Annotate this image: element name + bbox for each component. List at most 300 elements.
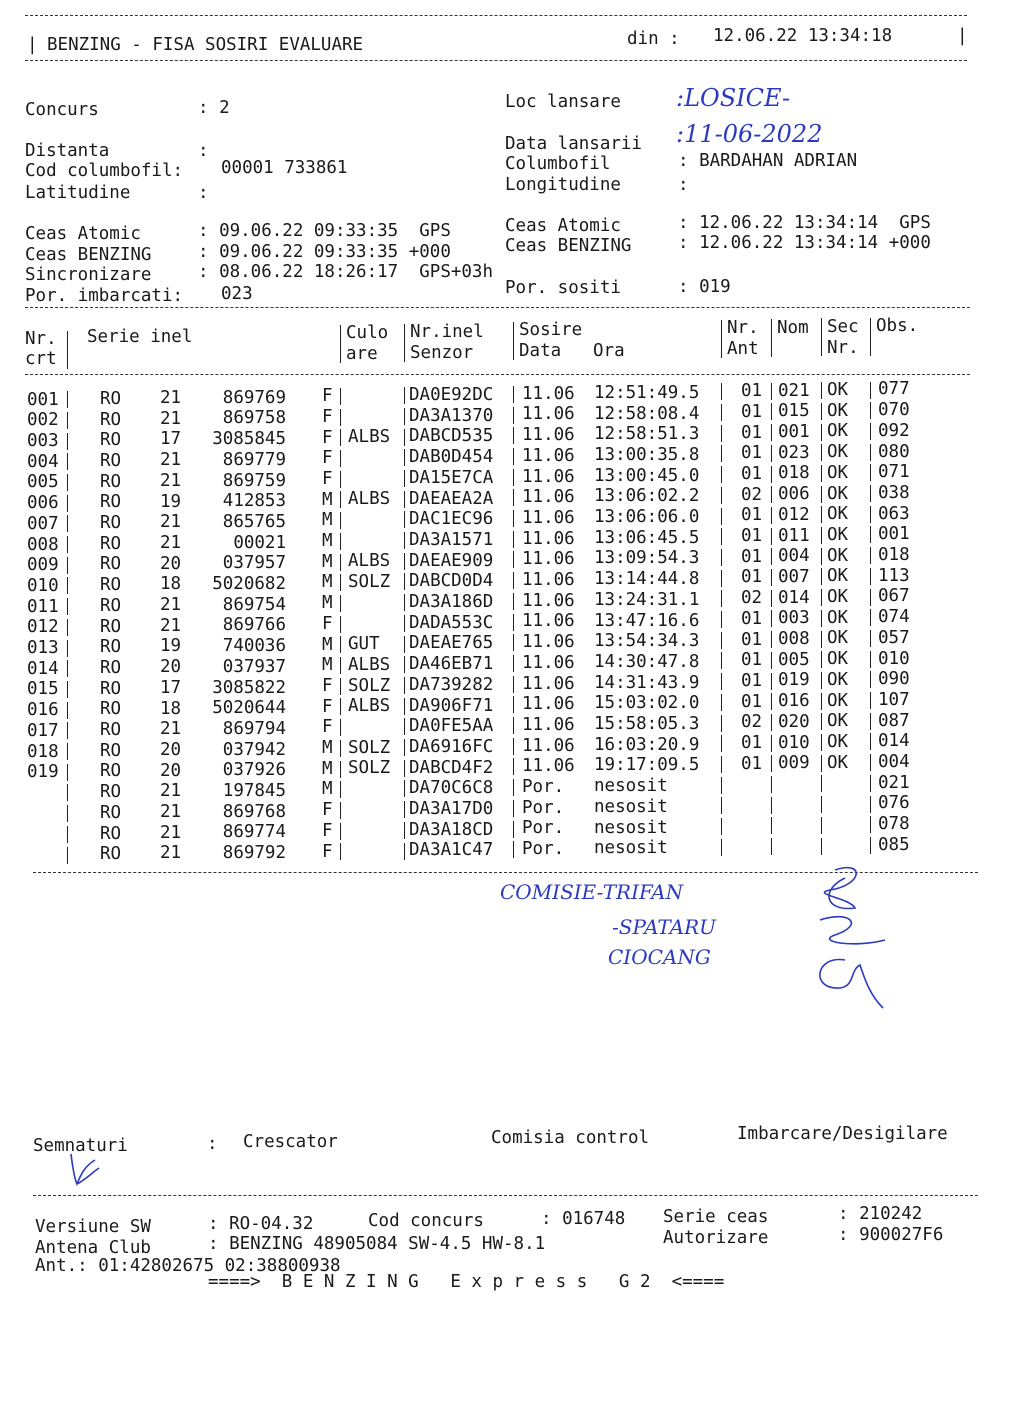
cell-sex: M: [322, 551, 333, 572]
ceas-atomic-left-label: Ceas Atomic: [25, 224, 141, 244]
cell-sex: F: [322, 800, 333, 821]
col-nrinel-label: Nr.inel: [410, 322, 484, 342]
cell-ora: 13:47:16.6: [594, 610, 700, 631]
cell-nr: 016: [27, 700, 59, 721]
cell-divider: [513, 469, 514, 486]
cell-inel: 3085822: [212, 677, 286, 698]
cell-divider: [821, 568, 822, 585]
cell-inel: 869794: [222, 718, 286, 739]
cell-divider: [721, 632, 722, 649]
cell-divider: [67, 619, 68, 636]
cell-divider: [340, 781, 341, 798]
cell-nr: 019: [27, 762, 59, 783]
cell-tara: RO: [100, 513, 122, 533]
cell-senzor: DAC1EC96: [409, 509, 494, 530]
page-title: BENZING - FISA SOSIRI EVALUARE: [47, 35, 364, 55]
imbarcare-label: Imbarcare/Desigilare: [737, 1124, 948, 1144]
cell-ora: 13:00:45.0: [594, 465, 700, 486]
cell-divider: [340, 409, 341, 426]
cell-data: 11.06: [522, 466, 575, 487]
cell-ora: 15:58:05.3: [594, 714, 700, 735]
cell-obs: 070: [878, 400, 910, 421]
cell-divider: [67, 433, 68, 450]
cell-sex: M: [322, 489, 333, 510]
cell-divider: [67, 412, 68, 429]
hdr-bar: [513, 322, 514, 360]
cell-divider: [404, 408, 405, 425]
cell-an: 20: [160, 657, 182, 678]
cell-tara: RO: [100, 782, 122, 803]
cell-ora: 13:14:44.8: [594, 569, 700, 590]
cell-data: 11.06: [522, 425, 575, 446]
cell-divider: [404, 511, 405, 528]
cell-divider: [870, 754, 871, 771]
cell-culoare: ALBS: [348, 489, 391, 510]
cell-data: Por.: [522, 839, 565, 860]
cell-sex: M: [322, 655, 333, 676]
cell-ant: 01: [741, 422, 763, 443]
cell-divider: [870, 651, 871, 668]
cell-ant: 01: [741, 608, 763, 629]
cell-tara: RO: [100, 802, 122, 823]
col-secnr-label: Nr.: [827, 338, 859, 358]
cell-divider: [870, 568, 871, 585]
cell-inel: 865765: [222, 511, 286, 532]
cell-nom: 008: [778, 629, 810, 650]
cell-data: 11.06: [522, 404, 575, 425]
cell-obs: 063: [878, 503, 910, 524]
autorizare-label: Autorizare: [663, 1228, 769, 1248]
hdr-bar: [404, 324, 405, 362]
cell-culoare: ALBS: [348, 551, 391, 572]
cell-sec: OK: [827, 690, 849, 711]
cell-tara: RO: [100, 699, 122, 720]
cell-divider: [513, 427, 514, 444]
cell-sex: M: [322, 634, 333, 655]
cell-data: Por.: [522, 777, 565, 798]
cell-divider: [771, 610, 772, 627]
cell-an: 17: [160, 677, 182, 698]
cell-tara: RO: [100, 657, 122, 678]
cell-divider: [404, 780, 405, 797]
cell-divider: [870, 733, 871, 750]
cell-ant: 02: [741, 588, 763, 609]
cell-divider: [771, 445, 772, 462]
cell-divider: [821, 817, 822, 834]
cell-divider: [404, 594, 405, 611]
cell-divider: [404, 801, 405, 818]
cell-divider: [870, 506, 871, 523]
cell-sex: F: [322, 841, 333, 862]
cell-an: 21: [160, 595, 182, 616]
cell-nr: 001: [27, 389, 59, 410]
cell-divider: [404, 429, 405, 446]
cell-sec: OK: [827, 380, 849, 401]
cell-ora: 19:17:09.5: [594, 755, 700, 776]
col-crt-label: crt: [25, 349, 57, 369]
cell-culoare: ALBS: [348, 696, 391, 717]
cell-inel: 740036: [222, 636, 286, 657]
cell-culoare: GUT: [348, 634, 380, 655]
cell-nr: 002: [27, 410, 59, 431]
cell-obs: 074: [878, 607, 910, 628]
cell-an: 20: [160, 553, 182, 574]
cell-divider: [513, 655, 514, 672]
handwritten-commission-3: CIOCANG: [608, 945, 711, 969]
cell-data: 11.06: [522, 549, 575, 570]
cell-obs: 010: [878, 648, 910, 669]
cell-divider: [404, 387, 405, 404]
cell-divider: [340, 388, 341, 405]
ceas-atomic-right-label: Ceas Atomic: [505, 216, 621, 236]
cell-data: 11.06: [522, 445, 575, 466]
cell-ant: 01: [741, 526, 763, 546]
cell-an: 19: [160, 491, 182, 512]
cell-an: 21: [160, 512, 182, 533]
cell-senzor: DA0E92DC: [409, 385, 494, 406]
ceas-benzing-left-label: Ceas BENZING: [25, 245, 152, 265]
cell-nom: 004: [778, 546, 810, 567]
ceas-benzing-right-label: Ceas BENZING: [505, 236, 632, 256]
table-header-rule: [25, 374, 970, 375]
cell-divider: [721, 777, 722, 794]
cell-divider: [513, 821, 514, 838]
cell-divider: [513, 634, 514, 651]
cell-tara: RO: [100, 678, 122, 699]
cell-senzor: DA3A1571: [409, 529, 494, 550]
semnaturi-label: Semnaturi: [33, 1136, 128, 1156]
serie-ceas-value: : 210242: [838, 1204, 923, 1224]
cell-senzor: DA3A186D: [409, 592, 494, 613]
cell-divider: [870, 526, 871, 543]
cell-ora: 13:09:54.3: [594, 548, 700, 569]
cell-an: 21: [160, 532, 182, 553]
cell-divider: [513, 696, 514, 713]
cell-data: 11.06: [522, 611, 575, 632]
cell-divider: [870, 692, 871, 709]
cell-sex: F: [322, 820, 333, 841]
cell-divider: [821, 775, 822, 792]
cell-tara: RO: [100, 471, 122, 492]
col-ora-label: Ora: [593, 341, 625, 361]
cell-obs: 071: [878, 462, 910, 483]
cell-senzor: DA3A1370: [409, 405, 494, 426]
cell-ant: 01: [741, 546, 763, 567]
longitudine-value: :: [678, 175, 689, 195]
cell-obs: 077: [878, 379, 910, 400]
cell-ora: nesosit: [594, 838, 668, 859]
cell-sex: M: [322, 572, 333, 593]
cell-data: 11.06: [522, 507, 575, 528]
cell-obs: 085: [878, 834, 910, 855]
cell-divider: [67, 722, 68, 739]
cell-nom: 023: [778, 442, 810, 463]
ceas-benzing-right-value: : 12.06.22 13:34:14 +000: [678, 233, 931, 253]
cell-divider: [821, 631, 822, 648]
cell-sec: OK: [827, 607, 849, 628]
cell-divider: [67, 784, 68, 801]
cell-divider: [870, 816, 871, 833]
cell-divider: [721, 570, 722, 587]
cell-nr: 018: [27, 741, 59, 762]
ceas-atomic-left-value: : 09.06.22 09:33:35 GPS: [198, 221, 451, 241]
cell-nr: 009: [27, 555, 59, 576]
cell-divider: [771, 383, 772, 400]
autorizare-value: : 900027F6: [838, 1225, 944, 1245]
col-data-label: Data: [519, 341, 562, 361]
cell-inel: 412853: [222, 491, 286, 512]
versiune-sw-value: : RO-04.32: [208, 1214, 314, 1234]
cell-inel: 869758: [222, 408, 286, 429]
cell-divider: [513, 738, 514, 755]
cell-senzor: DABCD535: [409, 426, 494, 447]
cell-inel: 037926: [222, 760, 286, 781]
cell-inel: 869754: [222, 594, 286, 615]
cell-obs: 113: [878, 565, 910, 586]
cell-divider: [404, 615, 405, 632]
cell-divider: [67, 640, 68, 657]
cell-nr: 015: [27, 679, 59, 700]
cell-divider: [404, 698, 405, 715]
cell-divider: [67, 474, 68, 491]
cell-sex: F: [322, 386, 333, 407]
cell-an: 21: [160, 470, 182, 491]
cell-nr: 013: [27, 638, 59, 659]
cell-nr: 004: [27, 451, 59, 472]
cell-tara: RO: [100, 740, 122, 761]
cell-ora: 13:06:02.2: [594, 486, 700, 507]
cell-nom: 018: [778, 463, 810, 484]
cell-divider: [721, 425, 722, 442]
cell-divider: [721, 694, 722, 711]
distanta-label: Distanta: [25, 141, 110, 161]
cell-data: 11.06: [522, 383, 575, 404]
cell-divider: [340, 512, 341, 529]
cell-ora: 14:30:47.8: [594, 651, 700, 672]
cell-tara: RO: [100, 430, 122, 451]
cell-divider: [771, 838, 772, 855]
cell-divider: [821, 486, 822, 503]
cell-divider: [404, 822, 405, 839]
cell-divider: [870, 423, 871, 440]
cell-ant: 01: [741, 691, 763, 712]
cell-divider: [771, 673, 772, 690]
cell-obs: 004: [878, 752, 910, 773]
cell-divider: [404, 843, 405, 860]
cell-divider: [340, 471, 341, 488]
cell-divider: [340, 678, 341, 695]
ceas-benzing-left-value: : 09.06.22 09:33:35 +000: [198, 242, 451, 262]
cell-divider: [404, 656, 405, 673]
cell-divider: [771, 755, 772, 772]
cell-obs: 018: [878, 545, 910, 566]
cell-divider: [721, 611, 722, 628]
cell-sec: OK: [827, 752, 849, 773]
cell-divider: [67, 847, 68, 864]
cell-sex: M: [322, 779, 333, 800]
cell-divider: [721, 756, 722, 773]
cell-divider: [771, 528, 772, 545]
cell-inel: 869769: [222, 387, 286, 408]
cell-data: 11.06: [522, 528, 575, 549]
cell-ant: 01: [741, 629, 763, 650]
cell-inel: 197845: [222, 781, 286, 802]
sincronizare-value: : 08.06.22 18:26:17 GPS+03h: [198, 262, 494, 282]
ceas-atomic-right-value: : 12.06.22 13:34:14 GPS: [678, 213, 931, 233]
cell-divider: [404, 718, 405, 735]
cell-divider: [513, 448, 514, 465]
cell-tara: RO: [100, 823, 122, 844]
cell-senzor: DA0FE5AA: [409, 716, 494, 737]
col-ant-label: Ant: [727, 339, 759, 359]
cell-an: 21: [160, 719, 182, 740]
cell-divider: [821, 693, 822, 710]
hdr-bar: [870, 318, 871, 356]
cell-sec: OK: [827, 731, 849, 752]
cell-divider: [513, 593, 514, 610]
cell-divider: [771, 486, 772, 503]
cell-ora: 16:03:20.9: [594, 734, 700, 755]
col-are-label: are: [346, 344, 378, 364]
cell-divider: [870, 444, 871, 461]
col-sosire-label: Sosire: [519, 320, 583, 340]
cell-obs: 092: [878, 420, 910, 441]
cell-nr: 011: [27, 596, 59, 617]
cell-nom: 019: [778, 670, 810, 691]
cell-divider: [821, 672, 822, 689]
cell-data: 11.06: [522, 714, 575, 735]
cell-sex: M: [322, 510, 333, 531]
cell-divider: [340, 719, 341, 736]
columbofil-value: : BARDAHAN ADRIAN: [678, 151, 858, 171]
cell-senzor: DADA553C: [409, 612, 494, 633]
cell-divider: [821, 610, 822, 627]
cell-data: 11.06: [522, 652, 575, 673]
footer-dashed-rule: [33, 1195, 978, 1196]
loc-lansare-label: Loc lansare: [505, 92, 621, 112]
cell-divider: [404, 449, 405, 466]
cell-divider: [721, 673, 722, 690]
cell-senzor: DA70C6C8: [409, 778, 494, 799]
cell-obs: 038: [878, 482, 910, 503]
hdr-bar: [340, 325, 341, 363]
cell-divider: [340, 533, 341, 550]
cell-sec: OK: [827, 545, 849, 566]
cell-culoare: SOLZ: [348, 675, 391, 696]
cell-divider: [404, 739, 405, 756]
cell-divider: [870, 630, 871, 647]
cell-inel: 869792: [222, 843, 286, 864]
cell-nom: 021: [778, 380, 810, 401]
cell-sex: M: [322, 593, 333, 614]
cell-tara: RO: [100, 492, 122, 513]
cell-tara: RO: [100, 761, 122, 782]
cell-sec: OK: [827, 566, 849, 587]
col-nr-label: Nr.: [25, 329, 57, 349]
cell-culoare: SOLZ: [348, 758, 391, 779]
cell-divider: [67, 391, 68, 408]
cell-data: 11.06: [522, 632, 575, 653]
cell-divider: [771, 548, 772, 565]
cell-divider: [67, 557, 68, 574]
distanta-value: :: [198, 141, 209, 161]
cell-senzor: DAEAE765: [409, 633, 494, 654]
cell-divider: [771, 714, 772, 731]
cell-an: 18: [160, 574, 182, 595]
cell-divider: [821, 527, 822, 544]
cell-inel: 00021: [233, 532, 286, 553]
cell-an: 21: [160, 822, 182, 843]
cell-senzor: DABCD4F2: [409, 757, 494, 778]
cell-nr: 014: [27, 658, 59, 679]
cell-an: 20: [160, 760, 182, 781]
antenna-ids: Ant.: 01:42802675 02:38800938: [35, 1256, 341, 1276]
cell-divider: [340, 491, 341, 508]
cell-divider: [67, 702, 68, 719]
cell-sec: OK: [827, 711, 849, 732]
cell-divider: [821, 651, 822, 668]
hdr-bar: [771, 319, 772, 357]
cell-divider: [67, 764, 68, 781]
cell-sec: OK: [827, 504, 849, 525]
cell-divider: [340, 429, 341, 446]
cell-nr: 012: [27, 617, 59, 638]
cell-divider: [870, 775, 871, 792]
cell-an: 21: [160, 802, 182, 823]
cell-divider: [67, 577, 68, 594]
cell-nom: 012: [778, 504, 810, 525]
cell-divider: [513, 407, 514, 424]
cell-nom: 007: [778, 566, 810, 587]
cell-divider: [821, 382, 822, 399]
cell-ant: 01: [741, 505, 763, 526]
cell-ant: 02: [741, 484, 763, 505]
cell-divider: [771, 797, 772, 814]
cell-ora: 14:31:43.9: [594, 672, 700, 693]
latitudine-value: :: [198, 183, 209, 203]
cell-divider: [771, 590, 772, 607]
cell-divider: [821, 424, 822, 441]
cell-sex: F: [322, 717, 333, 738]
col-senzor-label: Senzor: [410, 343, 474, 363]
cell-nr: 003: [27, 431, 59, 452]
cell-obs: 067: [878, 586, 910, 607]
cell-an: 21: [160, 450, 182, 471]
cell-inel: 869774: [222, 822, 286, 843]
cell-inel: 869759: [222, 470, 286, 491]
cell-sec: OK: [827, 483, 849, 504]
cell-obs: 107: [878, 689, 910, 710]
hdr-bar: [721, 320, 722, 358]
cell-divider: [67, 598, 68, 615]
cell-obs: 057: [878, 627, 910, 648]
cell-an: 21: [160, 408, 182, 429]
cell-inel: 037937: [222, 656, 286, 677]
cell-an: 21: [160, 843, 182, 864]
cell-ora: nesosit: [594, 776, 668, 797]
cell-tara: RO: [100, 595, 122, 616]
hdr-bar: [821, 318, 822, 356]
cell-divider: [404, 636, 405, 653]
cell-ant: 01: [741, 670, 763, 691]
cell-sex: F: [322, 448, 333, 469]
cell-data: Por.: [522, 818, 565, 839]
cell-ora: 13:06:06.0: [594, 507, 700, 528]
header-left-bar: |: [27, 35, 38, 55]
cell-senzor: DAB0D454: [409, 447, 494, 468]
cell-divider: [821, 838, 822, 855]
cell-tara: RO: [100, 388, 122, 409]
